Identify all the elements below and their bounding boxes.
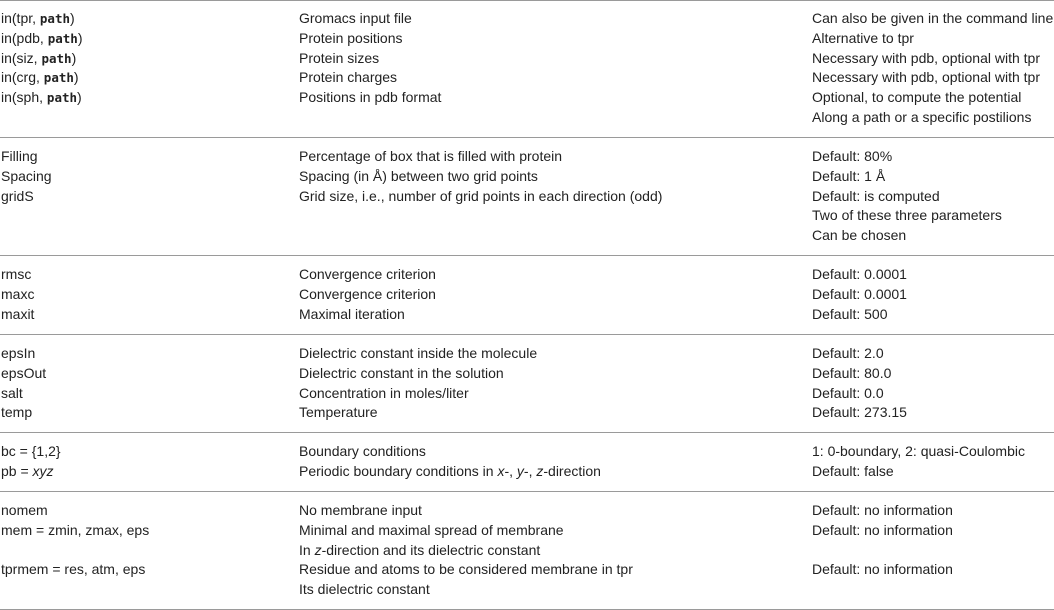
- param-cell: maxc: [1, 285, 35, 302]
- divider: [0, 255, 1054, 256]
- note-cell: Default: 0.0: [812, 384, 884, 401]
- table-row: [0, 305, 1054, 325]
- param-cell: nomem: [1, 502, 48, 518]
- description-cell: Concentration in moles/liter: [299, 384, 469, 401]
- table-row: [0, 364, 1054, 384]
- note-cell: Along a path or a specific postilions: [812, 109, 1032, 125]
- note-cell: Default: false: [812, 462, 894, 479]
- divider: [0, 491, 1054, 492]
- note-cell: Optional, to compute the potential: [812, 89, 1022, 106]
- table-row: [0, 462, 1054, 482]
- param-cell: in(sph, path): [1, 89, 82, 106]
- divider: [0, 334, 1054, 335]
- note-cell: Can be chosen: [812, 227, 907, 244]
- note-cell: Default: no information: [812, 561, 953, 578]
- table-row: [0, 147, 1054, 167]
- param-cell: in(siz, path): [1, 49, 77, 66]
- note-cell: Can also be given in the command line: [812, 10, 1054, 26]
- table-row: [0, 521, 1054, 541]
- param-cell: pb = xyz: [1, 462, 54, 479]
- description-cell: No membrane input: [299, 502, 422, 518]
- description-cell: Spacing (in Å) between two grid points: [299, 167, 538, 184]
- description-cell: Protein charges: [299, 69, 398, 86]
- param-cell: in(crg, path): [1, 69, 79, 86]
- param-cell: bc = {1,2}: [1, 443, 61, 459]
- divider: [0, 137, 1054, 138]
- note-cell: Default: no information: [812, 521, 953, 538]
- table-row: [0, 344, 1054, 364]
- description-cell: Gromacs input file: [299, 10, 412, 26]
- param-cell: in(tpr, path): [1, 10, 75, 26]
- note-cell: Default: 80%: [812, 148, 893, 164]
- description-cell: Boundary conditions: [299, 443, 426, 459]
- description-cell: Maximal iteration: [299, 305, 405, 322]
- note-cell: Two of these three parameters: [812, 207, 1002, 224]
- table-row: [0, 29, 1054, 49]
- note-cell: Default: 0.0001: [812, 285, 907, 302]
- table-row: [0, 108, 1054, 128]
- description-cell: Minimal and maximal spread of membrane: [299, 521, 564, 538]
- param-cell: epsIn: [1, 345, 36, 361]
- note-cell: Default: 0.0001: [812, 266, 907, 282]
- param-cell: gridS: [1, 187, 34, 204]
- description-cell: Dielectric constant in the solution: [299, 364, 504, 381]
- note-cell: Alternative to tpr: [812, 29, 914, 46]
- description-cell: Percentage of box that is filled with protein: [299, 148, 563, 164]
- table-row: [0, 206, 1054, 226]
- description-cell: Temperature: [299, 404, 378, 421]
- table-row: [0, 167, 1054, 187]
- table-row: [0, 384, 1054, 404]
- description-cell: In z-direction and its dielectric constant: [299, 541, 541, 558]
- param-cell: temp: [1, 404, 33, 421]
- description-cell: Positions in pdb format: [299, 89, 442, 106]
- description-cell: Protein sizes: [299, 49, 380, 66]
- divider: [0, 432, 1054, 433]
- param-cell: mem = zmin, zmax, eps: [1, 521, 150, 538]
- divider: [0, 0, 1054, 1]
- note-cell: Necessary with pdb, optional with tpr: [812, 49, 1040, 66]
- param-cell: in(pdb, path): [1, 29, 83, 46]
- table-row: [0, 501, 1054, 521]
- table-row: [0, 68, 1054, 88]
- table-row: [0, 187, 1054, 207]
- description-cell: Residue and atoms to be considered membrane in tpr: [299, 561, 633, 578]
- table-row: [0, 403, 1054, 423]
- description-cell: Dielectric constant inside the molecule: [299, 345, 538, 361]
- param-cell: tprmem = res, atm, eps: [1, 561, 146, 578]
- note-cell: Default: 273.15: [812, 404, 907, 421]
- table-row: [0, 560, 1054, 580]
- description-cell: Periodic boundary conditions in x-, y-, z-direction: [299, 462, 601, 479]
- param-cell: Filling: [1, 148, 38, 164]
- table-row: [0, 541, 1054, 561]
- param-cell: epsOut: [1, 364, 47, 381]
- table-row: [0, 9, 1054, 29]
- note-cell: Default: 500: [812, 305, 888, 322]
- note-cell: Default: 80.0: [812, 364, 892, 381]
- table-row: [0, 265, 1054, 285]
- param-cell: rmsc: [1, 266, 32, 282]
- note-cell: Default: is computed: [812, 187, 940, 204]
- table-row: [0, 49, 1054, 69]
- note-cell: Default: no information: [812, 502, 953, 518]
- note-cell: 1: 0-boundary, 2: quasi-Coulombic: [812, 443, 1025, 459]
- description-cell: Grid size, i.e., number of grid points in each direction (odd): [299, 187, 663, 204]
- description-cell: Convergence criterion: [299, 285, 436, 302]
- table-row: [0, 226, 1054, 246]
- param-cell: salt: [1, 384, 23, 401]
- note-cell: Default: 1 Å: [812, 167, 886, 184]
- table-row: [0, 285, 1054, 305]
- note-cell: Necessary with pdb, optional with tpr: [812, 69, 1040, 86]
- table-row: [0, 442, 1054, 462]
- description-cell: Convergence criterion: [299, 266, 436, 282]
- note-cell: Default: 2.0: [812, 345, 884, 361]
- description-cell: Protein positions: [299, 29, 403, 46]
- description-cell: Its dielectric constant: [299, 581, 430, 598]
- param-cell: maxit: [1, 305, 35, 322]
- table-row: [0, 580, 1054, 600]
- param-cell: Spacing: [1, 167, 52, 184]
- table-row: [0, 88, 1054, 108]
